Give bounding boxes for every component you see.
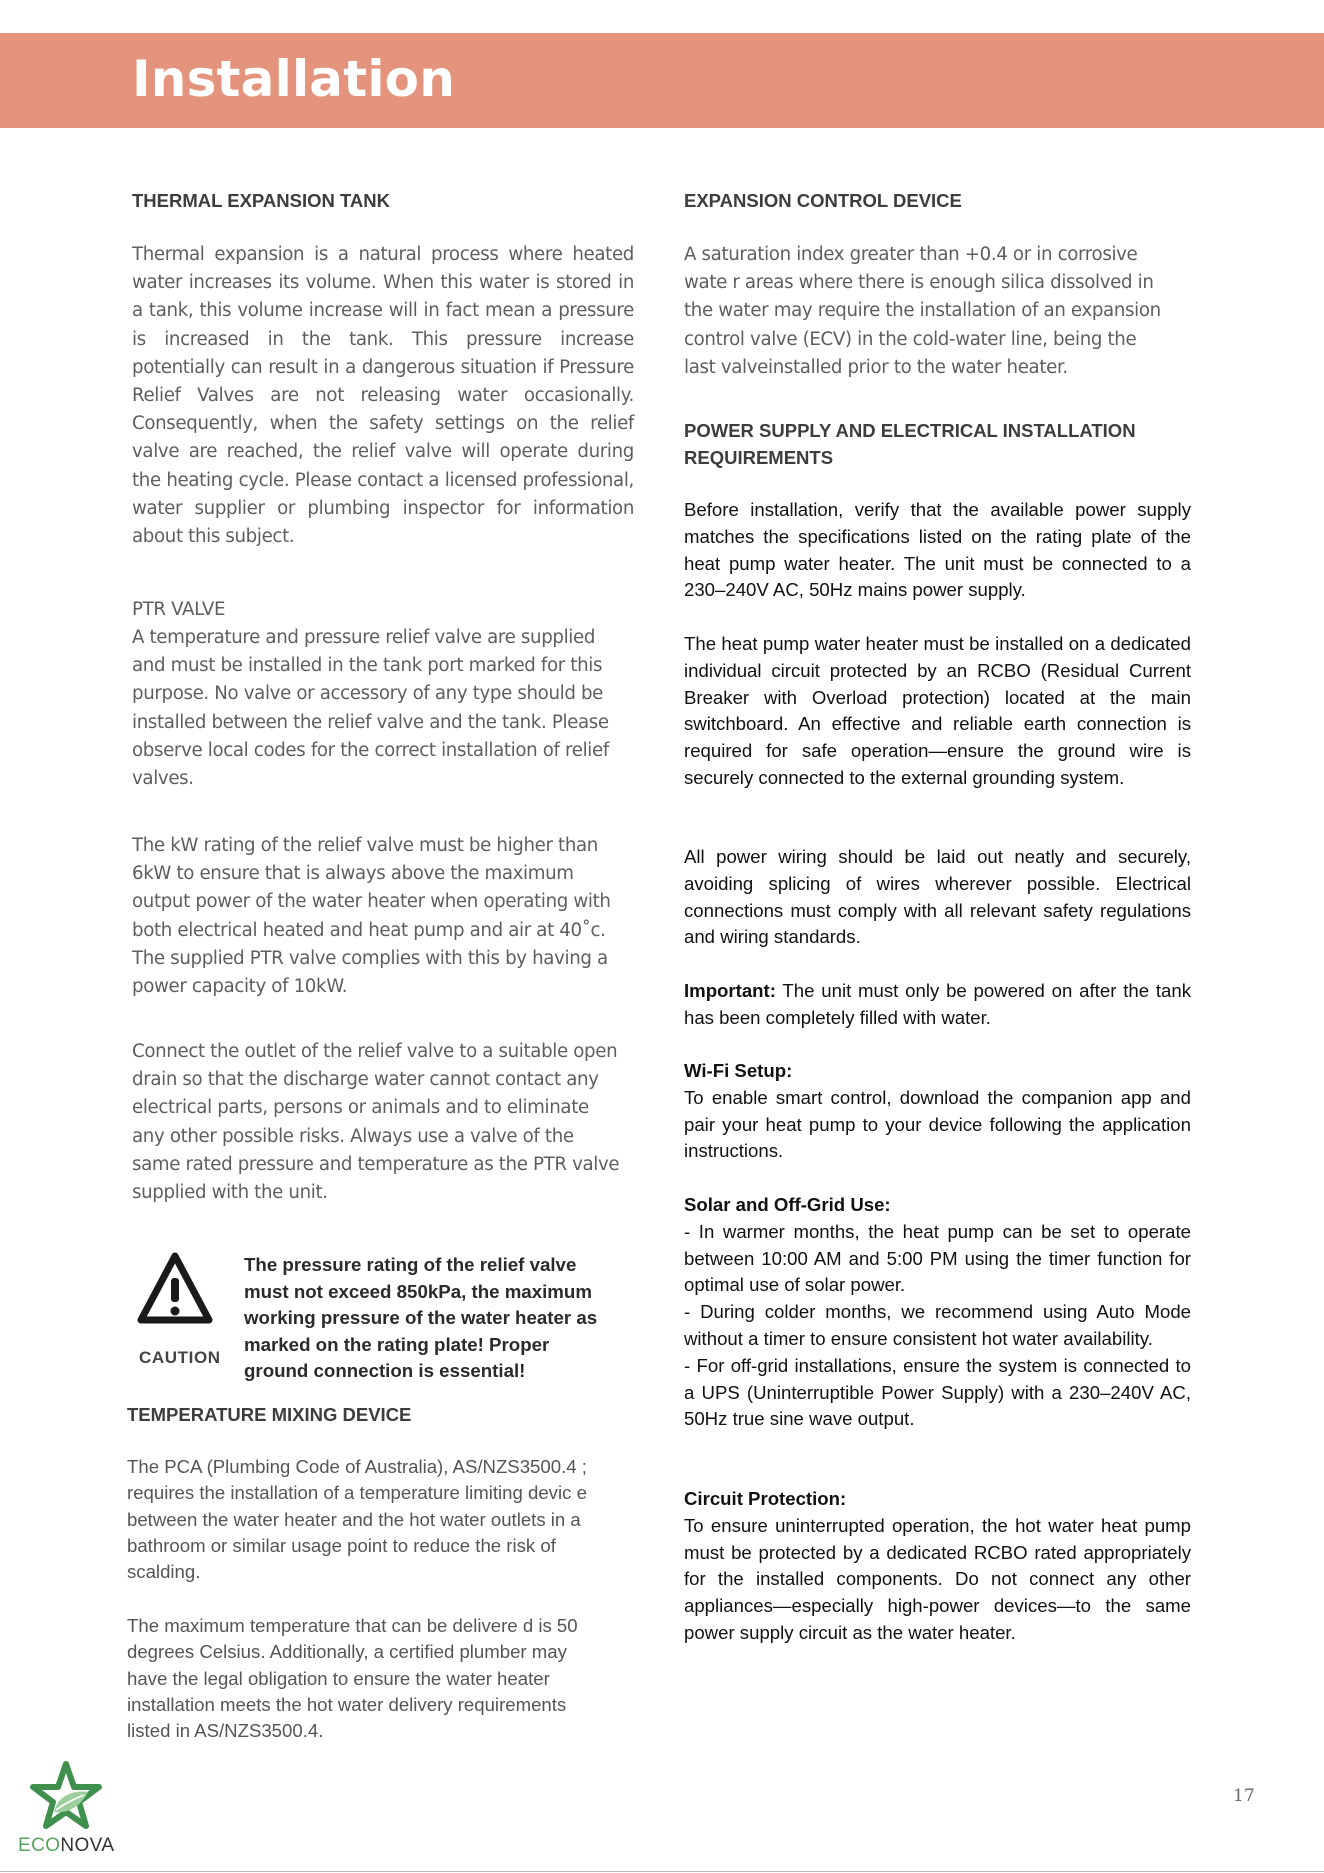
- right-column: [684, 0, 1191, 1873]
- ptr-valve-heading: PTR VALVE: [132, 599, 226, 620]
- text-line: valves.: [132, 768, 194, 790]
- text-line: 6kW to ensure that is always above the maximum: [132, 863, 574, 885]
- expansion-control-body: [684, 241, 1187, 382]
- text-line: marked on the rating plate! Proper: [244, 1333, 550, 1355]
- temperature-mixing-heading: TEMPERATURE MIXING DEVICE: [127, 1404, 412, 1425]
- power-supply-heading: [684, 417, 1136, 471]
- important-text: The unit must only be powered on after the tank has been completely filled with water.: [684, 980, 1191, 1028]
- thermal-expansion-heading: THERMAL EXPANSION TANK: [132, 190, 390, 211]
- circuit-protection-section: [684, 1486, 1191, 1647]
- text-line: working pressure of the water heater as: [244, 1307, 598, 1329]
- wifi-text: To enable smart control, download the companion app and pair your heat pump to your device following the application instructions.: [684, 1086, 1191, 1162]
- page-title: Installation: [132, 50, 456, 108]
- text-line: installation meets the hot water delivery requirements: [127, 1693, 567, 1715]
- text-line: output power of the water heater when operating with: [132, 891, 611, 913]
- text-line: wate r areas where there is enough silica dissolved in: [684, 272, 1154, 294]
- circuit-text: To ensure uninterrupted operation, the hot water heat pump must be protected by a dedicated RCBO rated appropriately for the installed components. Do not connect any other appliances—especially high-power devices—to the same power supply circuit as the water heater.: [684, 1514, 1191, 1643]
- wifi-heading: Wi-Fi Setup:: [684, 1060, 793, 1081]
- mixing-paragraph-1: [127, 1454, 637, 1585]
- text-line: observe local codes for the correct installation of relief: [132, 739, 609, 761]
- important-label: Important:: [684, 980, 776, 1001]
- text-line: supplied with the unit.: [132, 1182, 328, 1204]
- text-line: A temperature and pressure relief valve are supplied: [132, 627, 596, 648]
- power-paragraph-3: All power wiring should be laid out neatly and securely, avoiding splicing of wires wherever possible. Electrical connections must comply with all relevant safety regulations and wiring standards.: [684, 846, 1191, 948]
- important-note: [684, 978, 1191, 1032]
- caution-text: [244, 1252, 624, 1385]
- bottom-divider: [0, 1871, 1324, 1872]
- warning-triangle-icon: [135, 1250, 215, 1328]
- text-line: The maximum temperature that can be delivere d is 50: [127, 1615, 578, 1636]
- solar-item: - For off-grid installations, ensure the system is connected to a UPS (Uninterruptible Power Supply) with a 230–240V AC, 50Hz true sine wave output.: [684, 1354, 1191, 1430]
- text-line: Connect the outlet of the relief valve to a suitable open: [132, 1041, 618, 1062]
- left-column: [127, 0, 635, 1873]
- text-line: any other possible risks. Always use a valve of the: [132, 1125, 574, 1147]
- text-line: The PCA (Plumbing Code of Australia), AS/NZS3500.4 ;: [127, 1456, 587, 1477]
- text-line: both electrical heated and heat pump and air at 40˚c.: [132, 919, 606, 941]
- star-leaf-icon: [28, 1760, 104, 1832]
- text-line: bathroom or similar usage point to reduce the risk of: [127, 1534, 556, 1556]
- text-line: REQUIREMENTS: [684, 447, 834, 468]
- text-line: POWER SUPPLY AND ELECTRICAL INSTALLATION: [684, 420, 1136, 441]
- text-line: control valve (ECV) in the cold-water line, being the: [684, 328, 1137, 350]
- expansion-control-heading: EXPANSION CONTROL DEVICE: [684, 190, 962, 211]
- power-paragraph-1: Before installation, verify that the available power supply matches the specifications listed on the rating plate of the heat pump water heater. The unit must be connected to a 230–240V AC, 50Hz mains power supply.: [684, 499, 1191, 601]
- text-line: The kW rating of the relief valve must be higher than: [132, 835, 598, 856]
- text-line: last valveinstalled prior to the water heater.: [684, 356, 1068, 378]
- solar-item: - During colder months, we recommend using Auto Mode without a timer to ensure consistent hot water availability.: [684, 1301, 1191, 1349]
- text-line: same rated pressure and temperature as the PTR valve: [132, 1153, 620, 1175]
- logo-nova: NOVA: [60, 1835, 115, 1856]
- text-line: listed in AS/NZS3500.4.: [127, 1720, 324, 1742]
- logo-wordmark: [18, 1835, 114, 1857]
- text-line: between the water heater and the hot water outlets in a: [127, 1508, 581, 1530]
- circuit-heading: Circuit Protection:: [684, 1488, 847, 1509]
- ptr-valve-body: [132, 624, 635, 793]
- text-line: must not exceed 850kPa, the maximum: [244, 1280, 592, 1302]
- solar-section: [684, 1192, 1191, 1433]
- text-line: and must be installed in the tank port marked for this: [132, 655, 603, 677]
- text-line: ground connection is essential!: [244, 1360, 526, 1382]
- text-line: A saturation index greater than +0.4 or in corrosive: [684, 244, 1138, 265]
- power-paragraph-2: The heat pump water heater must be installed on a dedicated individual circuit protected by an RCBO (Residual Current Breaker with Overload protection) located at the main switchboard. An effective and reliable earth connection is required for safe operation—ensure the ground wire is securely connected to the external grounding system.: [684, 633, 1191, 788]
- text-line: purpose. No valve or accessory of any type should be: [132, 683, 603, 705]
- page-number: 17: [1233, 1786, 1255, 1806]
- solar-heading: Solar and Off-Grid Use:: [684, 1194, 891, 1215]
- text-line: The pressure rating of the relief valve: [244, 1254, 577, 1275]
- text-line: The supplied PTR valve complies with this by having a: [132, 947, 608, 969]
- text-line: electrical parts, persons or animals and to eliminate: [132, 1097, 589, 1119]
- text-line: scalding.: [127, 1561, 201, 1583]
- text-line: degrees Celsius. Additionally, a certified plumber may: [127, 1641, 567, 1663]
- thermal-expansion-body: Thermal expansion is a natural process where heated water increases its volume. When this water is stored in a tank, this volume increase will in fact mean a pressure is increased in the tank. This pressure increase potentially can result in a dangerous situation if Pressure Relief Valves are not releasing water occasionally. Consequently, when the safety settings on the relief valve are reached, the relief valve will operate during the heating cycle. Please contact a licensed professional, water supplier or plumbing inspector for information about this subject.: [132, 244, 634, 548]
- text-line: the water may require the installation of an expansion: [684, 300, 1161, 322]
- mixing-paragraph-2: [127, 1613, 637, 1744]
- text-line: drain so that the discharge water cannot contact any: [132, 1069, 599, 1091]
- text-line: requires the installation of a temperature limiting devic e: [127, 1482, 587, 1504]
- logo-eco: ECO: [18, 1835, 61, 1856]
- wifi-section: [684, 1058, 1191, 1165]
- solar-item: - In warmer months, the heat pump can be set to operate between 10:00 AM and 5:00 PM using the timer function for optimal use of solar power.: [684, 1220, 1191, 1296]
- caution-label: CAUTION: [139, 1348, 221, 1367]
- text-line: have the legal obligation to ensure the water heater: [127, 1667, 550, 1689]
- relief-outlet-paragraph: [132, 1038, 635, 1207]
- text-line: installed between the relief valve and the tank. Please: [132, 711, 609, 733]
- text-line: power capacity of 10kW.: [132, 976, 348, 998]
- kw-rating-paragraph: [132, 832, 635, 1001]
